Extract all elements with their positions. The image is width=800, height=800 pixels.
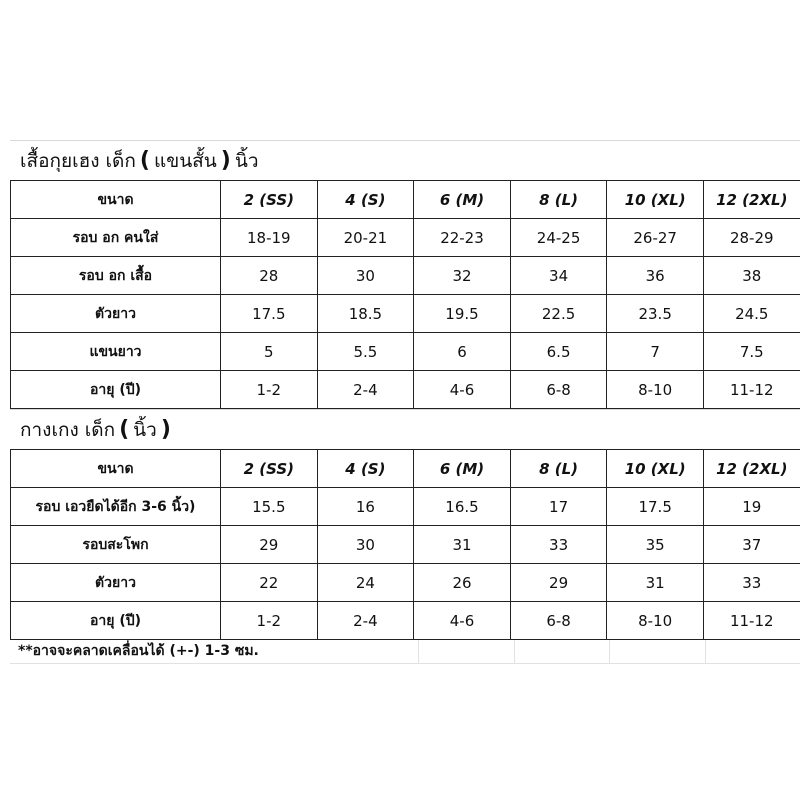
pants-title-paren-close: ): [160, 417, 171, 442]
value-cell: 4-6: [414, 371, 511, 409]
value-cell: 1-2: [221, 371, 318, 409]
pants-size-table: [10, 449, 800, 640]
size-header-cell: 2 (SS): [221, 450, 318, 488]
size-header-cell: 8 (L): [510, 181, 607, 219]
value-cell: 17: [510, 488, 607, 526]
value-cell: 5.5: [317, 333, 414, 371]
measurement-label: อายุ (ปี): [11, 602, 221, 640]
measurement-label: ตัวยาว: [11, 564, 221, 602]
value-cell: 6.5: [510, 333, 607, 371]
size-header-cell: 10 (XL): [607, 181, 704, 219]
measurement-label: แขนยาว: [11, 333, 221, 371]
size-header-cell: 12 (2XL): [703, 450, 800, 488]
size-column-header: ขนาด: [11, 450, 221, 488]
table-row: [11, 564, 800, 602]
value-cell: 17.5: [221, 295, 318, 333]
size-header-cell: 10 (XL): [607, 450, 704, 488]
value-cell: 31: [414, 526, 511, 564]
value-cell: 22: [221, 564, 318, 602]
size-header-cell: 8 (L): [510, 450, 607, 488]
value-cell: 30: [317, 257, 414, 295]
size-chart-sheet: [10, 140, 800, 664]
value-cell: 24.5: [703, 295, 800, 333]
value-cell: 2-4: [317, 602, 414, 640]
shirt-title-paren-close: ): [220, 148, 231, 173]
size-column-header: ขนาด: [11, 181, 221, 219]
value-cell: 22-23: [414, 219, 511, 257]
value-cell: 18-19: [221, 219, 318, 257]
value-cell: 26: [414, 564, 511, 602]
value-cell: 24: [317, 564, 414, 602]
shirt-title-mid: แขนสั้น: [153, 149, 217, 172]
value-cell: 33: [510, 526, 607, 564]
value-cell: 32: [414, 257, 511, 295]
pants-section-title: [10, 409, 800, 449]
value-cell: 16: [317, 488, 414, 526]
value-cell: 1-2: [221, 602, 318, 640]
table-row: [11, 526, 800, 564]
value-cell: 15.5: [221, 488, 318, 526]
size-header-cell: 4 (S): [317, 181, 414, 219]
value-cell: 5: [221, 333, 318, 371]
value-cell: 19.5: [414, 295, 511, 333]
footnote-row: [10, 640, 800, 664]
pants-title-mid: นิ้ว: [133, 418, 157, 441]
value-cell: 34: [510, 257, 607, 295]
table-row: [11, 488, 800, 526]
measurement-label: รอบ เอวยืดได้อีก 3-6 นิ้ว): [11, 488, 221, 526]
value-cell: 23.5: [607, 295, 704, 333]
value-cell: 36: [607, 257, 704, 295]
table-row: [11, 371, 800, 409]
value-cell: 7.5: [703, 333, 800, 371]
value-cell: 20-21: [317, 219, 414, 257]
value-cell: 26-27: [607, 219, 704, 257]
footnote-text: **อาจจะคลาดเคลื่อนได้ (+-) 1-3 ซม.: [18, 643, 259, 659]
value-cell: 2-4: [317, 371, 414, 409]
value-cell: 33: [703, 564, 800, 602]
measurement-label: อายุ (ปี): [11, 371, 221, 409]
value-cell: 24-25: [510, 219, 607, 257]
value-cell: 28-29: [703, 219, 800, 257]
value-cell: 4-6: [414, 602, 511, 640]
value-cell: 6-8: [510, 371, 607, 409]
pants-title-pre: กางเกง เด็ก: [20, 418, 116, 441]
pants-header-row: [11, 450, 800, 488]
size-header-cell: 4 (S): [317, 450, 414, 488]
value-cell: 29: [221, 526, 318, 564]
value-cell: 18.5: [317, 295, 414, 333]
value-cell: 16.5: [414, 488, 511, 526]
value-cell: 31: [607, 564, 704, 602]
value-cell: 22.5: [510, 295, 607, 333]
table-row: [11, 219, 800, 257]
table-row: [11, 295, 800, 333]
shirt-size-table: [10, 180, 800, 409]
measurement-label: ตัวยาว: [11, 295, 221, 333]
value-cell: 35: [607, 526, 704, 564]
value-cell: 6: [414, 333, 511, 371]
size-header-cell: 12 (2XL): [703, 181, 800, 219]
value-cell: 6-8: [510, 602, 607, 640]
value-cell: 19: [703, 488, 800, 526]
shirt-title-pre: เสื้อกุยเฮง เด็ก: [20, 149, 136, 172]
size-header-cell: 6 (M): [414, 450, 511, 488]
value-cell: 30: [317, 526, 414, 564]
value-cell: 8-10: [607, 371, 704, 409]
measurement-label: รอบสะโพก: [11, 526, 221, 564]
value-cell: 38: [703, 257, 800, 295]
value-cell: 28: [221, 257, 318, 295]
size-header-cell: 2 (SS): [221, 181, 318, 219]
measurement-label: รอบ อก เสื้อ: [11, 257, 221, 295]
value-cell: 7: [607, 333, 704, 371]
value-cell: 37: [703, 526, 800, 564]
shirt-title-paren-open: (: [139, 148, 150, 173]
size-header-cell: 6 (M): [414, 181, 511, 219]
shirt-section-title: [10, 140, 800, 180]
value-cell: 11-12: [703, 371, 800, 409]
value-cell: 11-12: [703, 602, 800, 640]
table-row: [11, 333, 800, 371]
pants-title-paren-open: (: [119, 417, 130, 442]
shirt-header-row: [11, 181, 800, 219]
value-cell: 29: [510, 564, 607, 602]
shirt-title-post: นิ้ว: [234, 149, 259, 172]
table-row: [11, 257, 800, 295]
value-cell: 17.5: [607, 488, 704, 526]
value-cell: 8-10: [607, 602, 704, 640]
measurement-label: รอบ อก คนใส่: [11, 219, 221, 257]
table-row: [11, 602, 800, 640]
